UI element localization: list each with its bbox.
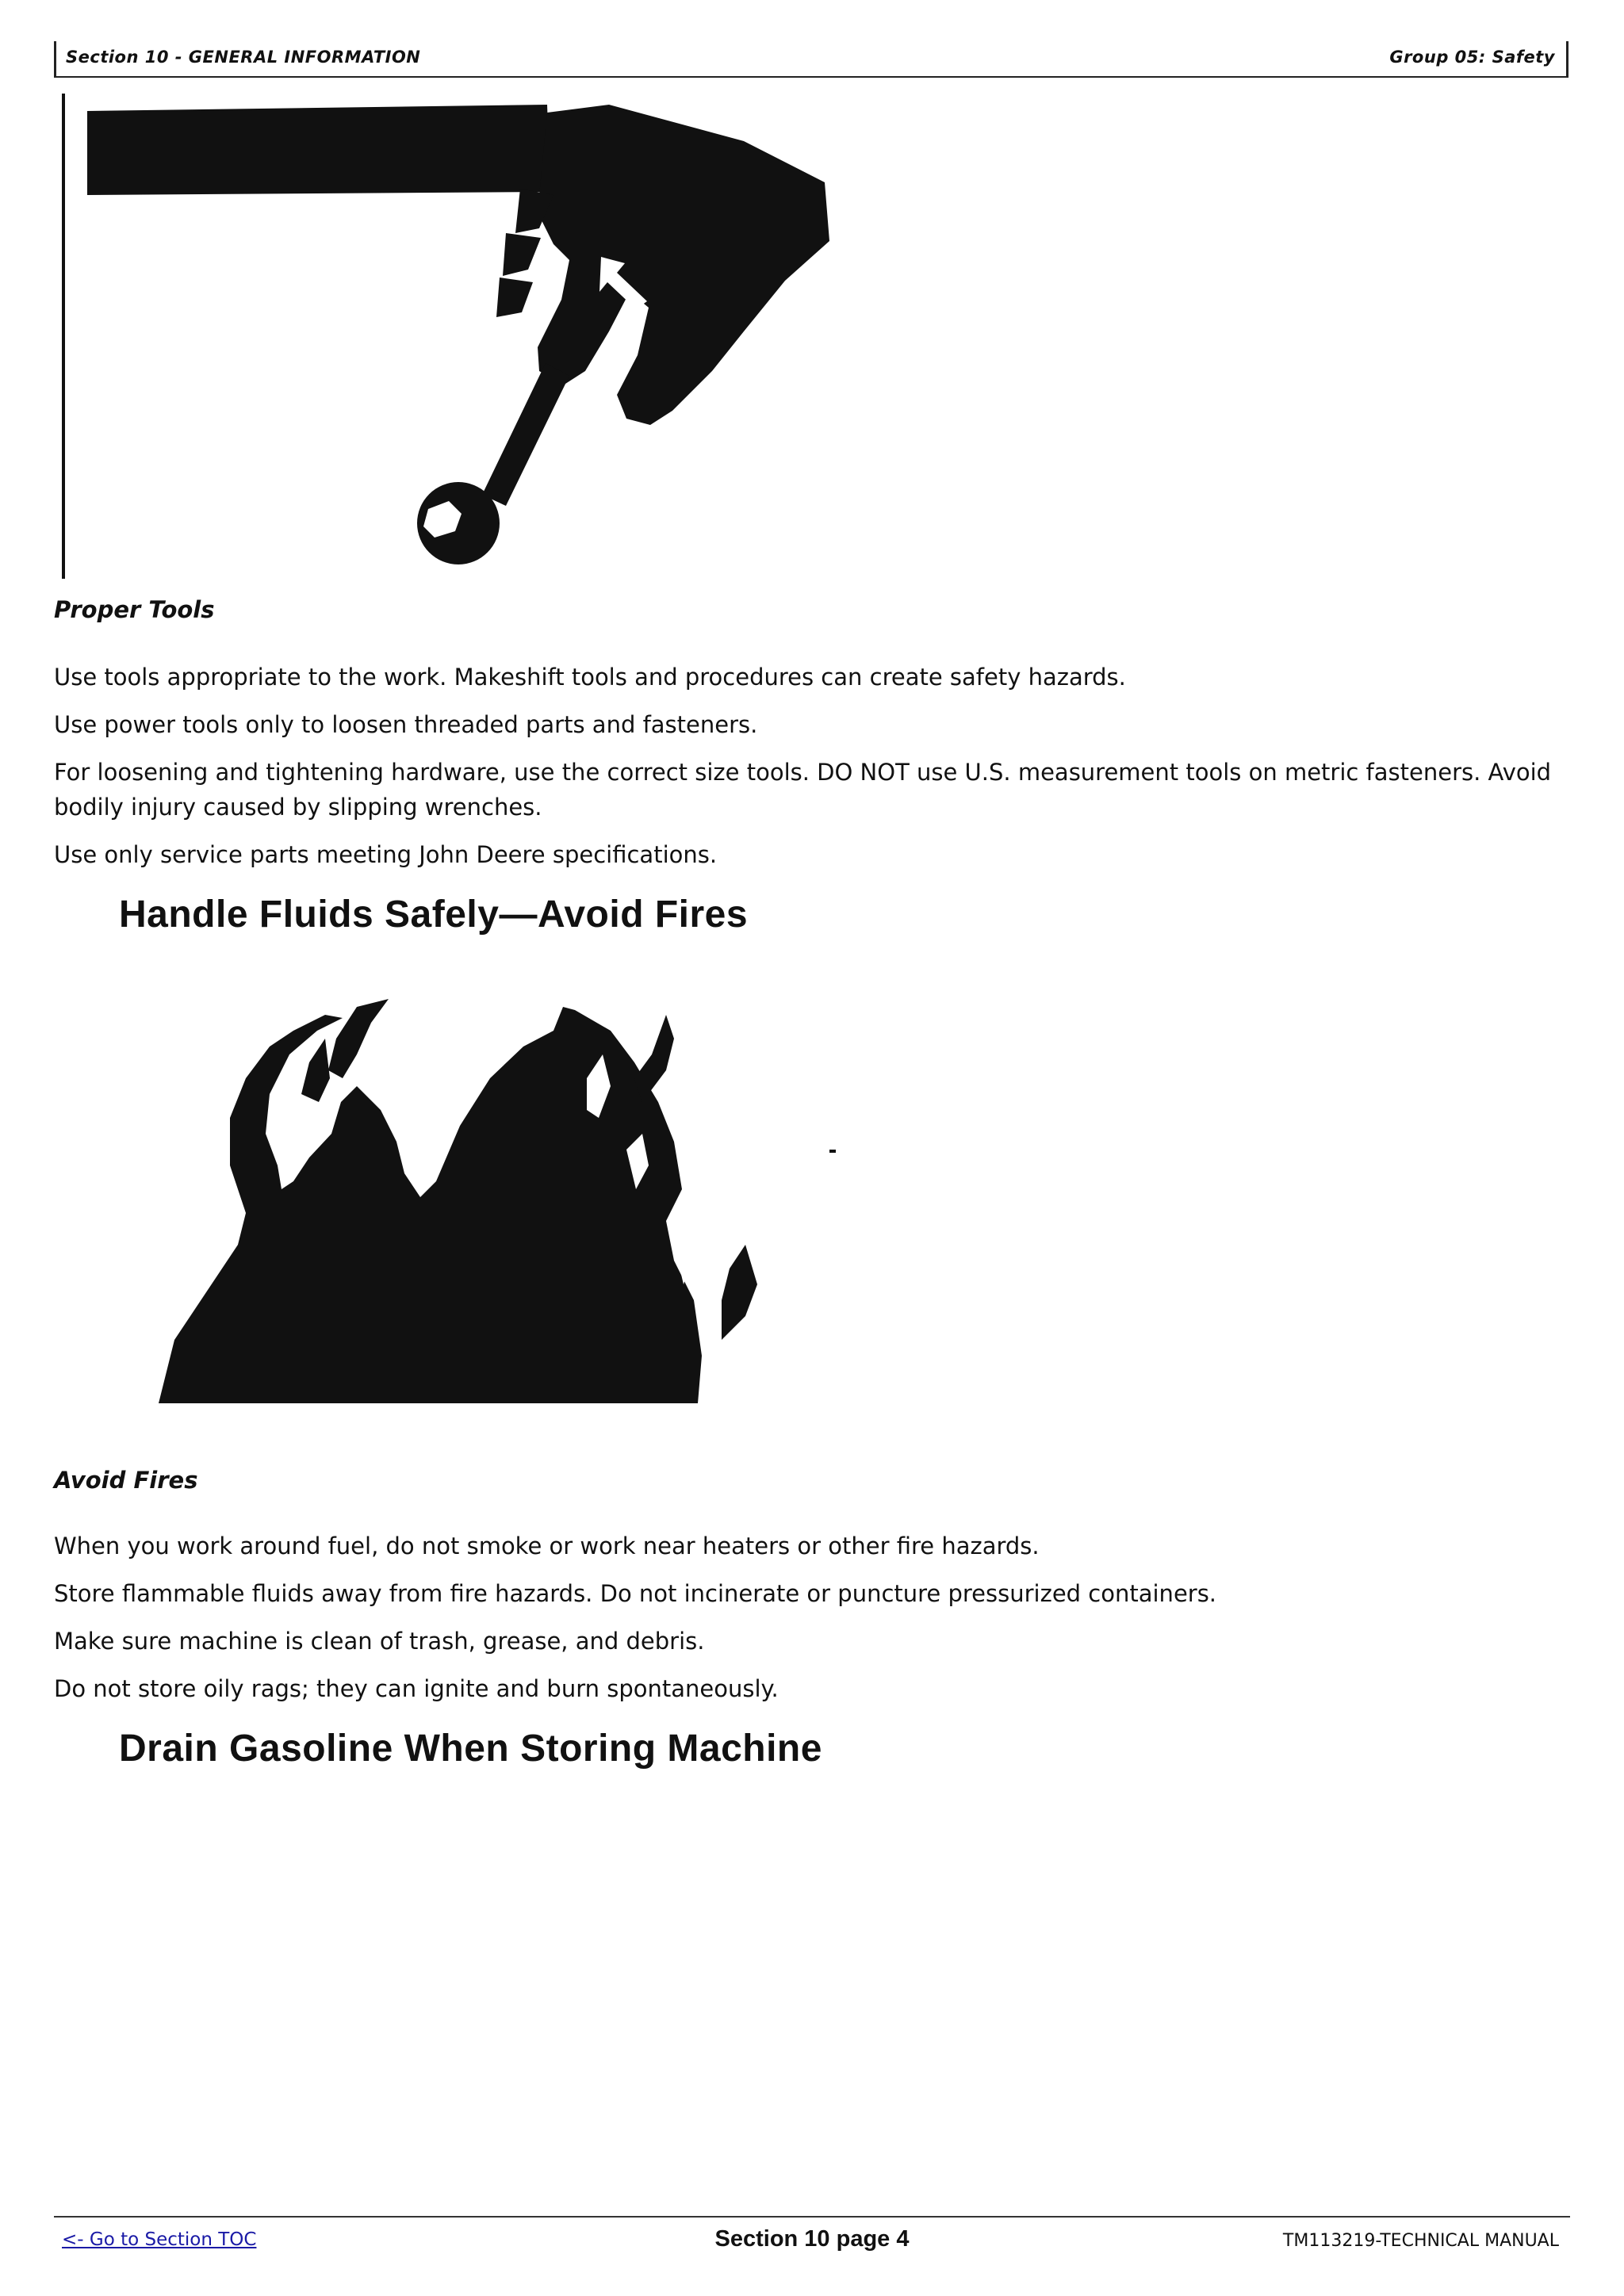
drain-gasoline-title: Drain Gasoline When Storing Machine <box>119 1728 822 1770</box>
header-group-label: Group 05: Safety <box>1389 48 1555 67</box>
proper-tools-paragraph-3: For loosening and tightening hardware, use the correct size tools. DO NOT use U.S. measurement tools on metric fasteners. Avoid bodily injury caused by slipping wrenches. <box>54 759 1552 821</box>
stray-mark <box>829 1150 836 1153</box>
proper-tools-paragraph-1: Use tools appropriate to the work. Makeshift tools and procedures can create safety hazards. <box>54 664 1126 691</box>
hand-with-wrench-icon <box>62 94 871 579</box>
page-number-label: Section 10 page 4 <box>714 2226 910 2252</box>
page-header <box>54 41 1568 78</box>
flames-icon <box>119 983 872 1427</box>
manual-id-label: TM113219-TECHNICAL MANUAL <box>1282 2231 1559 2251</box>
avoid-fires-paragraph-3: Make sure machine is clean of trash, grease, and debris. <box>54 1628 705 1655</box>
proper-tools-heading: Proper Tools <box>54 596 215 623</box>
avoid-fires-paragraph-2: Store flammable fluids away from fire hazards. Do not incinerate or puncture pressurized containers. <box>54 1580 1217 1607</box>
footer-divider <box>54 2216 1570 2218</box>
avoid-fires-paragraph-4: Do not store oily rags; they can ignite and burn spontaneously. <box>54 1675 779 1702</box>
avoid-fires-heading: Avoid Fires <box>54 1467 198 1494</box>
proper-tools-paragraph-2: Use power tools only to loosen threaded parts and fasteners. <box>54 711 758 738</box>
proper-tools-paragraph-4: Use only service parts meeting John Deere specifications. <box>54 841 718 868</box>
header-section-label: Section 10 - GENERAL INFORMATION <box>66 48 421 67</box>
section-toc-link[interactable]: <- Go to Section TOC <box>62 2229 257 2250</box>
avoid-fires-paragraph-1: When you work around fuel, do not smoke or work near heaters or other fire hazards. <box>54 1533 1040 1559</box>
handle-fluids-title: Handle Fluids Safely—Avoid Fires <box>119 894 749 936</box>
